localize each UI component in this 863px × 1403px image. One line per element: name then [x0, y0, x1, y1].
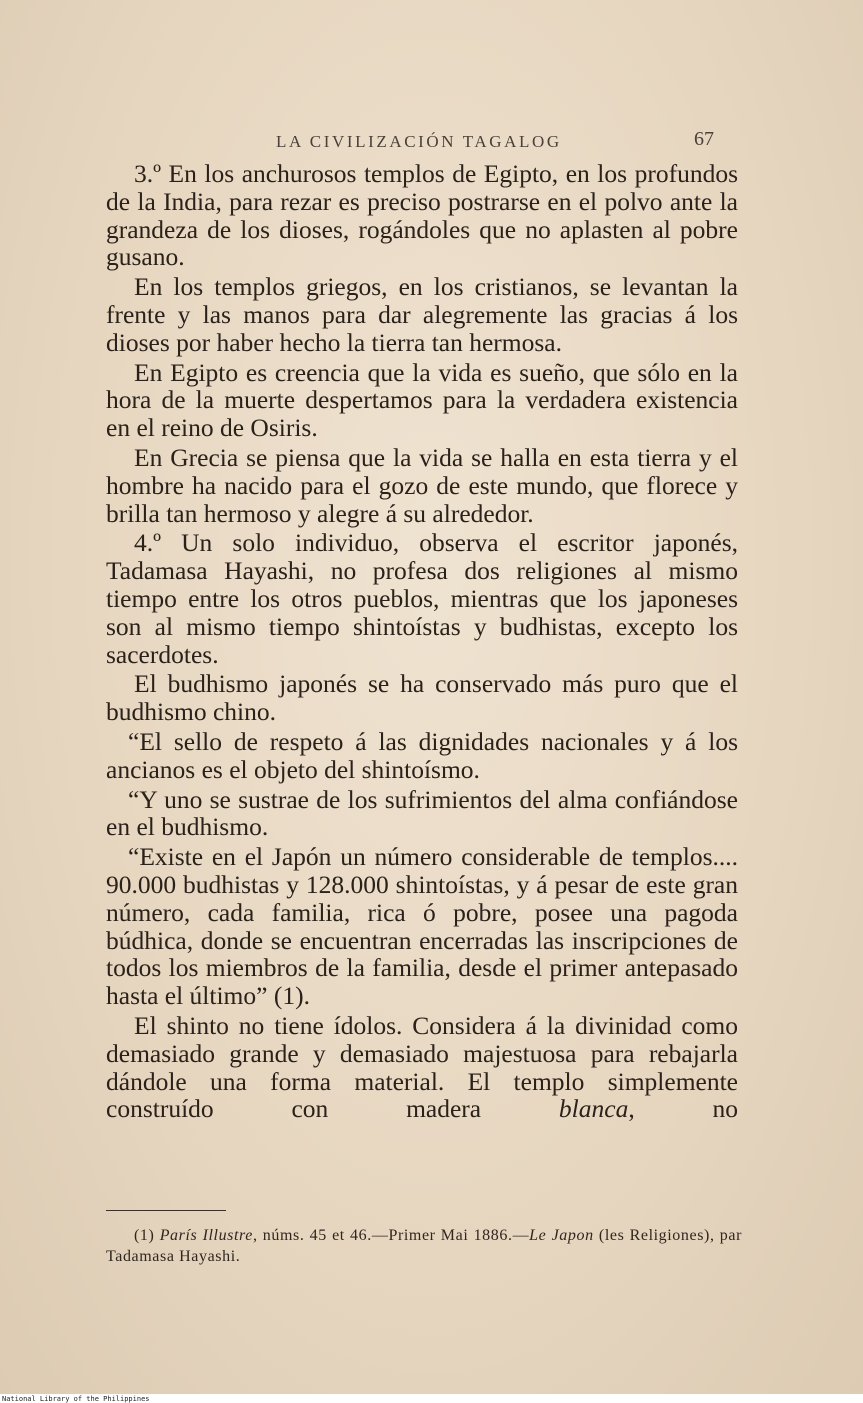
- paragraph-1: 3.º En los anchurosos templos de Egipto, en los profundos de la India, para rezar es preciso postrarse en el polvo ante la grandeza de los dioses, rogándoles que no aplasten al pobre gusano.: [106, 159, 738, 272]
- footnote: [106, 1225, 742, 1267]
- footnote-marker: (1): [134, 1227, 155, 1244]
- paragraph-10-tail: , no: [628, 1094, 739, 1124]
- paragraph-8: “Y uno se sustrae de los sufrimientos del alma confiándose en el budhismo.: [106, 784, 738, 842]
- running-head: [0, 128, 863, 158]
- paragraph-10-text: El shinto no tiene ídolos. Considera á la divinidad como demasiado grande y demasiado majestuosa para rebajarla dándole una forma material. El templo simplemente construído con madera: [106, 1010, 738, 1124]
- library-credit: National Library of the Philippines: [2, 1395, 150, 1403]
- paragraph-6: El budhismo japonés se ha conservado más puro que el budhismo chino.: [106, 669, 738, 727]
- footnote-title: Le Japon: [529, 1227, 594, 1244]
- paragraph-10: [106, 1012, 738, 1123]
- paragraph-5: 4.º Un solo individuo, observa el escritor japonés, Tadamasa Hayashi, no profesa dos religiones al mismo tiempo entre los otros pueblos, mientras que los japoneses son al mismo tiempo shintoístas y budhistas, excepto los sacerdotes.: [106, 528, 738, 669]
- paragraph-2: En los templos griegos, en los cristianos, se levantan la frente y las manos para dar alegremente las gracias á los dioses por haber hecho la tierra tan hermosa.: [106, 272, 738, 357]
- footnote-source: París Illustre: [159, 1227, 253, 1244]
- body-text: [106, 160, 738, 1125]
- paragraph-4: En Grecia se piensa que la vida se halla en esta tierra y el hombre ha nacido para el gozo de este mundo, que florece y brilla tan hermoso y alegre á su alrededor.: [106, 442, 738, 528]
- paragraph-10-italic: blanca: [558, 1094, 629, 1124]
- footnote-rule: [106, 1210, 226, 1211]
- page-number: 67: [694, 128, 714, 150]
- running-title: LA CIVILIZACIÓN TAGALOG: [276, 132, 562, 151]
- footnote-text-b: (les Religiones), par Tadamasa Hayashi.: [106, 1227, 743, 1265]
- footnote-text-a: , núms. 45 et 46.—Primer Mai 1886.—: [253, 1227, 530, 1244]
- paragraph-7: “El sello de respeto á las dignidades nacionales y á los ancianos es el objeto del shintoísmo.: [106, 726, 738, 784]
- paragraph-9: “Existe en el Japón un número considerable de templos.... 90.000 budhistas y 128.000 shintoístas, y á pesar de este gran número, cada familia, rica ó pobre, posee una pagoda búdhica, donde se encuentran encerradas las inscripciones de todos los miembros de la familia, desde el primer antepasado hasta el último” (1).: [106, 842, 738, 1011]
- paragraph-3: En Egipto es creencia que la vida es sueño, que sólo en la hora de la muerte despertamos para la verdadera existencia en el reino de Osiris.: [106, 357, 738, 443]
